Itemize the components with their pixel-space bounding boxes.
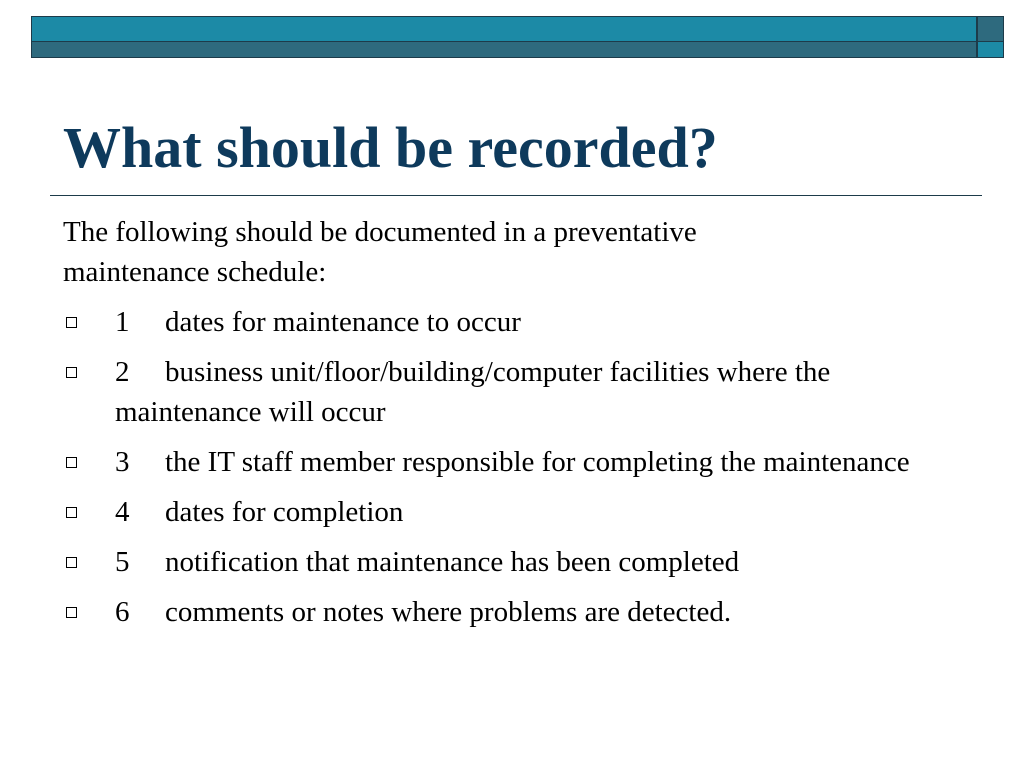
bullet-list <box>63 302 963 632</box>
header-corner-top <box>977 16 1004 42</box>
header-band <box>0 0 1024 62</box>
header-corner-bottom <box>977 42 1004 58</box>
slide-title: What should be recorded? <box>63 115 718 180</box>
bullet-text: dates for maintenance to occur <box>165 306 521 338</box>
slide-body <box>63 212 963 642</box>
hollow-square-icon <box>66 367 77 378</box>
title-divider <box>50 195 982 196</box>
hollow-square-icon <box>66 557 77 568</box>
bullet-text: dates for completion <box>165 496 404 528</box>
bullet-text: notification that maintenance has been completed <box>165 546 740 578</box>
bullet-text: business unit/floor/building/computer facilities where the maintenance will occur <box>115 356 831 428</box>
bullet-item-3 <box>63 442 963 482</box>
hollow-square-icon <box>66 457 77 468</box>
bullet-number: 3 <box>115 446 130 478</box>
bullet-number: 5 <box>115 546 130 578</box>
header-band-top <box>31 16 977 42</box>
bullet-item-6 <box>63 592 963 632</box>
bullet-item-2 <box>63 352 963 432</box>
hollow-square-icon <box>66 317 77 328</box>
bullet-number: 6 <box>115 596 130 628</box>
bullet-number: 4 <box>115 496 130 528</box>
hollow-square-icon <box>66 607 77 618</box>
bullet-item-5 <box>63 542 963 582</box>
bullet-text: comments or notes where problems are detected. <box>165 596 732 628</box>
hollow-square-icon <box>66 507 77 518</box>
intro-text: The following should be documented in a preventative maintenance schedule: <box>63 216 697 288</box>
bullet-item-1 <box>63 302 963 342</box>
bullet-number: 2 <box>115 356 130 388</box>
bullet-text: the IT staff member responsible for completing the maintenance <box>165 446 910 478</box>
bullet-number: 1 <box>115 306 130 338</box>
bullet-item-4 <box>63 492 963 532</box>
header-band-bottom <box>31 42 977 58</box>
